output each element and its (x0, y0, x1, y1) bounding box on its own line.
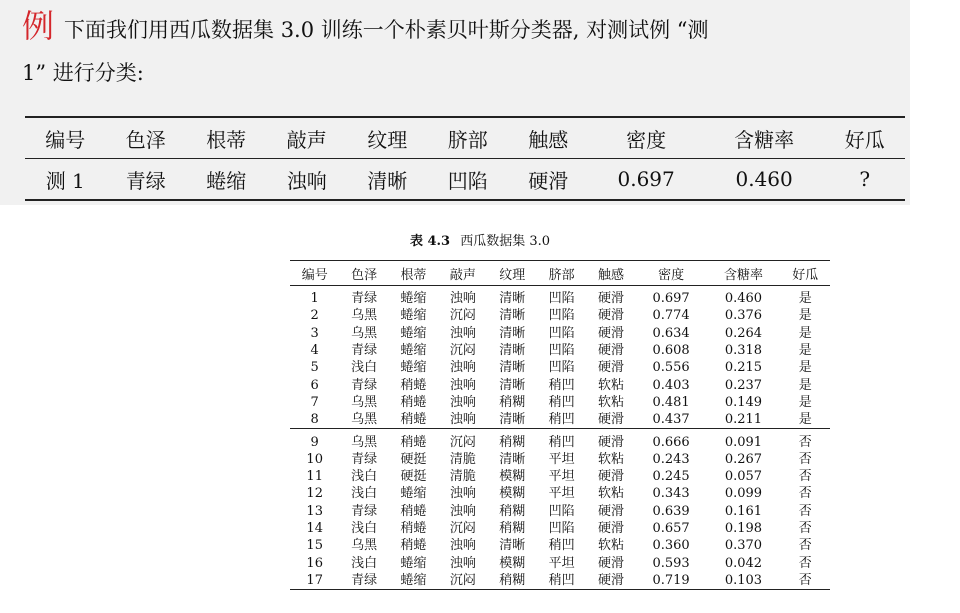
dataset-cell: 0.593 (652, 555, 690, 571)
dataset-cell: 否 (798, 486, 812, 502)
dataset-cell: 4 (310, 343, 319, 359)
dataset-cell: 否 (798, 503, 812, 519)
dataset-cell: 0.103 (724, 572, 763, 588)
dataset-cell: 17 (306, 572, 323, 588)
dataset-cell: 凹陷 (548, 343, 575, 359)
dataset-cell: 乌黑 (351, 325, 378, 341)
dataset-cell: 稍凹 (548, 412, 575, 428)
dataset-cell: 模糊 (499, 555, 526, 571)
dataset-cell: 沉闷 (449, 521, 476, 536)
dataset-header-row (290, 261, 830, 286)
dataset-cell: 蜷缩 (400, 343, 427, 359)
dataset-cell: 浊响 (449, 555, 476, 571)
table-row (290, 537, 830, 554)
dataset-cell: 清脆 (449, 451, 476, 467)
dataset-cell: 浅白 (351, 555, 378, 571)
dataset-cell: 硬滑 (598, 325, 625, 341)
dataset-cell: 稍糊 (488, 429, 537, 451)
dataset-cell: 15 (306, 538, 323, 554)
table-row (290, 359, 830, 376)
dataset-cell: 稍蜷 (389, 429, 438, 451)
dataset-cell: 清晰 (499, 308, 526, 324)
dataset-cell: 沉闷 (449, 308, 476, 324)
dataset-cell: 否 (798, 555, 812, 571)
test-sample-table (25, 116, 905, 201)
dataset-cell: 16 (306, 555, 323, 571)
dataset-cell: 0.376 (724, 308, 763, 324)
dataset-cell: 0.370 (724, 538, 763, 554)
dataset-cell: 青绿 (351, 451, 378, 467)
dataset-cell: 硬滑 (598, 503, 625, 519)
dataset-cell: 硬滑 (598, 291, 625, 307)
dataset-cell: 0.719 (652, 572, 690, 588)
dataset-col-header: 编号 (301, 267, 328, 283)
test-col-header: 编号 (45, 127, 86, 152)
test-table-header-row (25, 117, 905, 159)
dataset-cell: 0.774 (652, 308, 690, 324)
dataset-cell: 软粘 (598, 451, 625, 467)
dataset-cell: 凹陷 (548, 325, 575, 341)
dataset-col-header: 敲声 (449, 267, 476, 283)
dataset-cell: 清晰 (499, 538, 526, 554)
dataset-cell: 浊响 (449, 412, 476, 428)
dataset-cell: 沉闷 (449, 343, 476, 359)
intro-text-line2: 1” 进行分类: (22, 61, 144, 85)
table-row (290, 342, 830, 359)
test-cell: 清晰 (367, 168, 408, 193)
dataset-cell: 8 (310, 412, 319, 428)
dataset-cell: 清脆 (449, 469, 476, 485)
dataset-cell: 乌黑 (351, 538, 378, 554)
dataset-col-header: 色泽 (351, 267, 378, 283)
dataset-cell: 沉闷 (449, 572, 476, 588)
table-row (290, 520, 830, 537)
dataset-cell: 蜷缩 (400, 291, 427, 307)
dataset-cell: 是 (798, 360, 812, 376)
dataset-cell: 0.149 (724, 394, 763, 410)
dataset-cell: 稍糊 (499, 503, 526, 519)
dataset-cell: 蜷缩 (400, 486, 427, 502)
dataset-cell: 凹陷 (548, 521, 575, 536)
test-col-header: 纹理 (367, 127, 408, 152)
dataset-cell: 5 (310, 360, 319, 376)
dataset-cell: 平坦 (548, 486, 575, 502)
dataset-cell: 3 (310, 325, 319, 341)
dataset-cell: 否 (798, 451, 812, 467)
test-col-header: 根蒂 (206, 127, 247, 152)
dataset-cell: 乌黑 (351, 394, 378, 410)
test-cell: 凹陷 (447, 168, 488, 193)
dataset-cell: 否 (798, 538, 812, 554)
dataset-cell: 清晰 (499, 343, 526, 359)
table-row (290, 325, 830, 342)
dataset-cell: 11 (306, 469, 323, 485)
dataset-cell: 是 (798, 325, 812, 341)
table-number: 表 4.3 (409, 234, 451, 249)
dataset-cell: 模糊 (499, 469, 526, 485)
table-row (290, 572, 830, 590)
dataset-cell: 0.481 (652, 394, 690, 410)
dataset-cell: 0.161 (724, 503, 763, 519)
test-cell: 硬滑 (528, 168, 569, 193)
dataset-cell: 是 (798, 343, 812, 359)
dataset-cell: 0.556 (652, 360, 690, 376)
test-cell: 0.697 (617, 167, 675, 191)
intro-text-line1: 下面我们用西瓜数据集 3.0 训练一个朴素贝叶斯分类器, 对测试例 “测 (64, 18, 709, 42)
dataset-cell: 凹陷 (548, 308, 575, 324)
dataset-cell: 否 (798, 469, 812, 485)
dataset-cell: 稍凹 (548, 538, 575, 554)
test-col-header: 敲声 (286, 127, 327, 152)
dataset-cell: 乌黑 (339, 429, 388, 451)
dataset-cell: 软粘 (598, 538, 625, 554)
dataset-cell: 0.245 (652, 469, 690, 485)
dataset-cell: 浊响 (449, 538, 476, 554)
dataset-cell: 12 (306, 486, 323, 502)
dataset-cell: 0.360 (652, 538, 690, 554)
dataset-cell: 是 (798, 291, 812, 307)
dataset-cell: 蜷缩 (400, 325, 427, 341)
dataset-cell: 0.403 (652, 377, 690, 393)
dataset-cell: 浊响 (449, 486, 476, 502)
dataset-cell: 2 (310, 308, 319, 324)
dataset-cell: 硬滑 (598, 521, 625, 536)
dataset-cell: 浊响 (449, 394, 476, 410)
test-cell: 蜷缩 (206, 168, 247, 193)
table-row (290, 554, 830, 571)
dataset-cell: 0.666 (636, 429, 707, 451)
dataset-cell: 0.091 (706, 429, 780, 451)
test-cell: 0.460 (735, 167, 793, 191)
dataset-cell: 0.318 (724, 343, 763, 359)
dataset-cell: 是 (798, 394, 812, 410)
dataset-cell: 硬滑 (598, 555, 625, 571)
dataset-cell: 硬滑 (598, 360, 625, 376)
dataset-cell: 蜷缩 (400, 555, 427, 571)
table-row (290, 376, 830, 393)
table-row (290, 394, 830, 411)
dataset-col-header: 根蒂 (400, 267, 427, 283)
dataset-cell: 硬滑 (586, 429, 635, 451)
test-col-header: 触感 (528, 127, 569, 152)
dataset-cell: 沉闷 (438, 429, 487, 451)
table-row (290, 468, 830, 485)
dataset-cell: 浅白 (351, 486, 378, 502)
dataset-cell: 0.639 (652, 503, 690, 519)
dataset-cell: 稍蜷 (400, 503, 427, 519)
dataset-body (290, 286, 830, 590)
test-cell: 浊响 (286, 168, 327, 193)
dataset-cell: 稍蜷 (400, 521, 427, 536)
dataset-cell: 清晰 (499, 360, 526, 376)
dataset-cell: 稍凹 (548, 394, 575, 410)
dataset-cell: 稍蜷 (400, 394, 427, 410)
dataset-cell: 青绿 (351, 377, 378, 393)
dataset-cell: 清晰 (499, 325, 526, 341)
dataset-cell: 0.042 (724, 555, 763, 571)
dataset-col-header: 好瓜 (792, 267, 819, 283)
dataset-cell: 0.697 (652, 291, 690, 307)
test-col-header: 色泽 (125, 127, 166, 152)
dataset-cell: 稍糊 (499, 394, 526, 410)
dataset-cell: 凹陷 (548, 291, 575, 307)
table-row (290, 485, 830, 502)
dataset-cell: 蜷缩 (400, 572, 427, 588)
dataset-cell: 0.215 (724, 360, 763, 376)
dataset-cell: 浊响 (449, 291, 476, 307)
dataset-cell: 14 (306, 521, 323, 536)
dataset-cell: 浊响 (449, 325, 476, 341)
test-cell: 青绿 (125, 168, 166, 193)
example-marker: 例 (22, 7, 55, 45)
example-panel (0, 0, 910, 205)
dataset-cell: 0.267 (724, 451, 763, 467)
dataset-col-header: 纹理 (499, 267, 526, 283)
dataset-cell: 浊响 (449, 360, 476, 376)
table-row (290, 307, 830, 324)
table-row (290, 411, 830, 429)
example-intro (22, 6, 902, 90)
dataset-cell: 平坦 (548, 469, 575, 485)
dataset-cell: 清晰 (499, 291, 526, 307)
dataset-cell: 0.343 (652, 486, 690, 502)
dataset-cell: 稍凹 (548, 377, 575, 393)
test-col-header: 脐部 (447, 127, 488, 152)
dataset-cell: 浅白 (351, 521, 378, 536)
dataset-cell: 青绿 (351, 572, 378, 588)
dataset-cell: 软粘 (598, 394, 625, 410)
dataset-cell: 0.264 (724, 325, 763, 341)
dataset-cell: 乌黑 (351, 308, 378, 324)
dataset-cell: 稍凹 (537, 429, 586, 451)
dataset-cell: 0.437 (652, 412, 690, 428)
dataset-cell: 浊响 (449, 377, 476, 393)
dataset-cell: 否 (780, 429, 830, 451)
dataset-cell: 稍糊 (499, 572, 526, 588)
dataset-cell: 青绿 (351, 503, 378, 519)
dataset-cell: 模糊 (499, 486, 526, 502)
dataset-col-header: 脐部 (548, 267, 575, 283)
dataset-cell: 硬滑 (598, 572, 625, 588)
dataset-cell: 硬滑 (598, 343, 625, 359)
dataset-cell: 稍糊 (499, 521, 526, 536)
table-row (290, 429, 830, 451)
dataset-cell: 13 (306, 503, 323, 519)
dataset-cell: 平坦 (548, 555, 575, 571)
table-title: 西瓜数据集 3.0 (460, 234, 551, 249)
dataset-cell: 0.657 (652, 521, 690, 536)
dataset-cell: 平坦 (548, 451, 575, 467)
dataset-cell: 稍蜷 (400, 538, 427, 554)
dataset-cell: 蜷缩 (400, 308, 427, 324)
test-cell: 测 1 (45, 168, 85, 193)
dataset-cell: 浅白 (351, 469, 378, 485)
dataset-cell: 是 (798, 377, 812, 393)
dataset-cell: 青绿 (351, 291, 378, 307)
dataset-cell: 0.057 (724, 469, 763, 485)
dataset-cell: 0.211 (724, 412, 763, 428)
test-cell: ? (859, 167, 871, 191)
dataset-cell: 凹陷 (548, 503, 575, 519)
dataset-cell: 乌黑 (351, 412, 378, 428)
dataset-cell: 9 (290, 429, 339, 451)
dataset-cell: 1 (310, 291, 319, 307)
dataset-cell: 0.608 (652, 343, 690, 359)
dataset-cell: 否 (798, 572, 812, 588)
dataset-cell: 0.237 (724, 377, 763, 393)
test-col-header: 好瓜 (844, 127, 885, 152)
dataset-cell: 青绿 (351, 343, 378, 359)
watermelon-dataset-table (290, 260, 830, 590)
dataset-cell: 是 (798, 308, 812, 324)
dataset-cell: 软粘 (598, 486, 625, 502)
dataset-cell: 是 (798, 412, 812, 428)
dataset-cell: 清晰 (499, 377, 526, 393)
dataset-col-header: 密度 (658, 267, 685, 283)
table-row (290, 451, 830, 468)
table-row (290, 286, 830, 308)
dataset-cell: 浅白 (351, 360, 378, 376)
dataset-cell: 稍蜷 (400, 377, 427, 393)
test-col-header: 密度 (626, 127, 667, 152)
dataset-cell: 0.099 (724, 486, 763, 502)
dataset-cell: 软粘 (598, 377, 625, 393)
dataset-cell: 凹陷 (548, 360, 575, 376)
dataset-cell: 0.460 (724, 291, 763, 307)
dataset-cell: 否 (798, 521, 812, 536)
dataset-cell: 清晰 (499, 412, 526, 428)
dataset-cell: 清晰 (499, 451, 526, 467)
table-row (290, 503, 830, 520)
dataset-cell: 7 (310, 394, 319, 410)
dataset-cell: 稍凹 (548, 572, 575, 588)
dataset-cell: 硬滑 (598, 308, 625, 324)
dataset-cell: 蜷缩 (400, 360, 427, 376)
dataset-cell: 10 (306, 451, 323, 467)
dataset-cell: 0.198 (724, 521, 763, 536)
table-caption (0, 230, 960, 249)
dataset-col-header: 含糖率 (723, 267, 763, 283)
dataset-cell: 硬挺 (400, 469, 427, 485)
dataset-cell: 6 (310, 377, 319, 393)
dataset-col-header: 触感 (598, 267, 625, 283)
test-table-row (25, 159, 905, 201)
dataset-cell: 0.243 (652, 451, 690, 467)
test-col-header: 含糖率 (734, 127, 795, 152)
dataset-cell: 0.634 (652, 325, 690, 341)
dataset-cell: 硬滑 (598, 412, 625, 428)
dataset-cell: 硬滑 (598, 469, 625, 485)
dataset-cell: 稍蜷 (400, 412, 427, 428)
dataset-cell: 硬挺 (400, 451, 427, 467)
dataset-cell: 浊响 (449, 503, 476, 519)
